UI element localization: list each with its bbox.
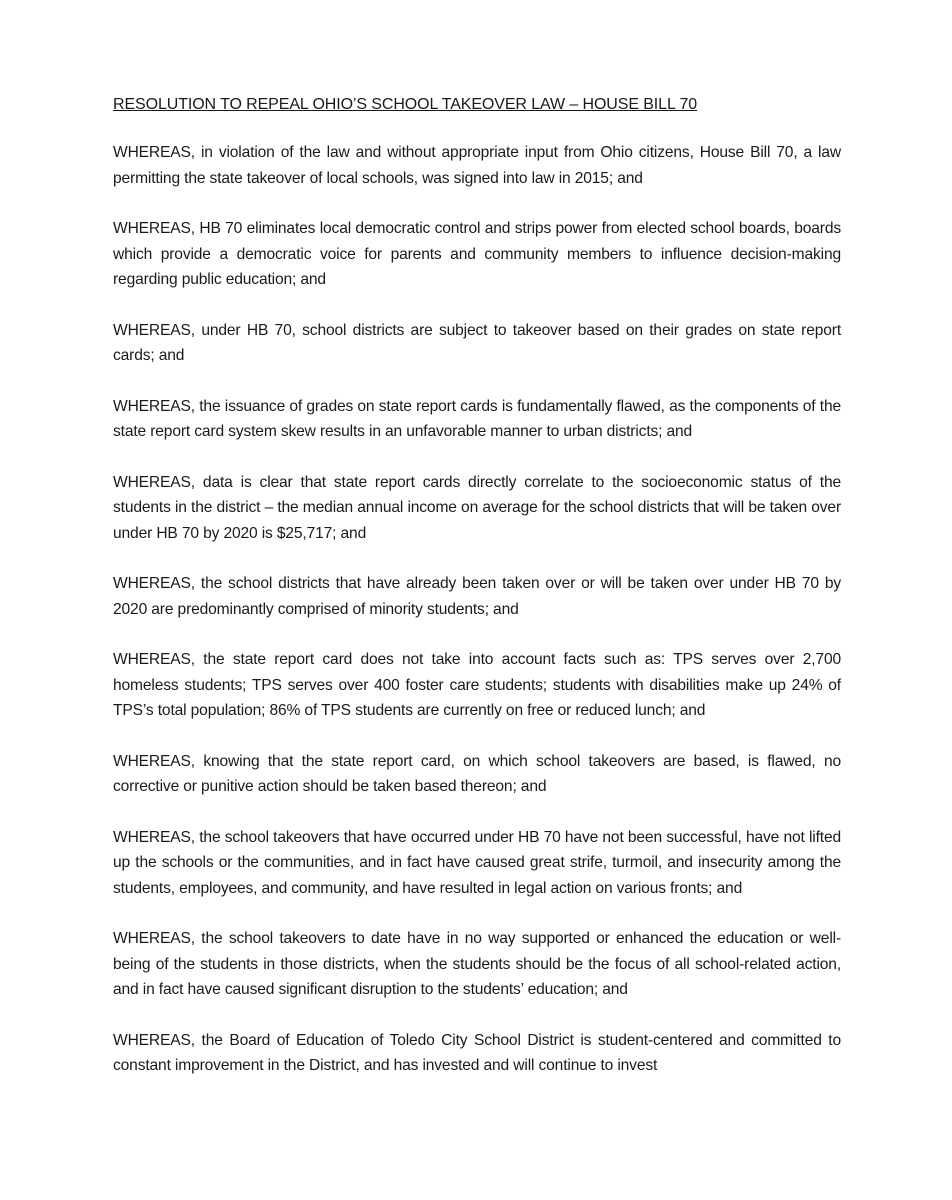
document-page [113, 94, 841, 1079]
document-title: RESOLUTION TO REPEAL OHIO’S SCHOOL TAKEOVER LAW – HOUSE BILL 70 [113, 96, 698, 113]
whereas-paragraph-3: WHEREAS, under HB 70, school districts are subject to takeover based on their grades on state report cards; and [113, 321, 841, 364]
whereas-paragraph-6: WHEREAS, the school districts that have already been taken over or will be taken over under HB 70 by 2020 are predominantly comprised of minority students; and [113, 575, 841, 618]
whereas-paragraph-1: WHEREAS, in violation of the law and without appropriate input from Ohio citizens, House Bill 70, a law permitting the state takeover of local schools, was signed into law in 2015; and [113, 144, 841, 187]
whereas-paragraph-9: WHEREAS, the school takeovers that have occurred under HB 70 have not been successful, have not lifted up the schools or the communities, and in fact have caused great strife, turmoil, and insecurity among the students, employees, and community, and have resulted in legal action on various fronts; and [113, 828, 841, 897]
whereas-paragraph-8: WHEREAS, knowing that the state report card, on which school takeovers are based, is flawed, no corrective or punitive action should be taken based thereon; and [113, 752, 841, 795]
whereas-paragraph-5: WHEREAS, data is clear that state report cards directly correlate to the socioeconomic status of the students in the district – the median annual income on average for the school districts that will be taken over under HB 70 by 2020 is $25,717; and [113, 473, 841, 542]
whereas-paragraph-2: WHEREAS, HB 70 eliminates local democratic control and strips power from elected school boards, boards which provide a democratic voice for parents and community members to influence decision-making regarding public education; and [113, 220, 841, 288]
whereas-paragraph-11: WHEREAS, the Board of Education of Toledo City School District is student-centered and committed to constant improvement in the District, and has invested and will continue to invest [113, 1031, 841, 1074]
whereas-paragraph-7: WHEREAS, the state report card does not take into account facts such as: TPS serves over 2,700 homeless students; TPS serves over 400 foster care students; students with disabilities make up 24% of TPS’s total population; 86% of TPS students are currently on free or reduced lunch; and [113, 651, 841, 719]
whereas-paragraph-4: WHEREAS, the issuance of grades on state report cards is fundamentally flawed, as the components of the state report card system skew results in an unfavorable manner to urban districts; and [113, 397, 841, 440]
whereas-paragraph-10: WHEREAS, the school takeovers to date have in no way supported or enhanced the education or well-being of the students in those districts, when the students should be the focus of all school-related action, and in fact have caused significant disruption to the students’ education; and [113, 930, 841, 998]
